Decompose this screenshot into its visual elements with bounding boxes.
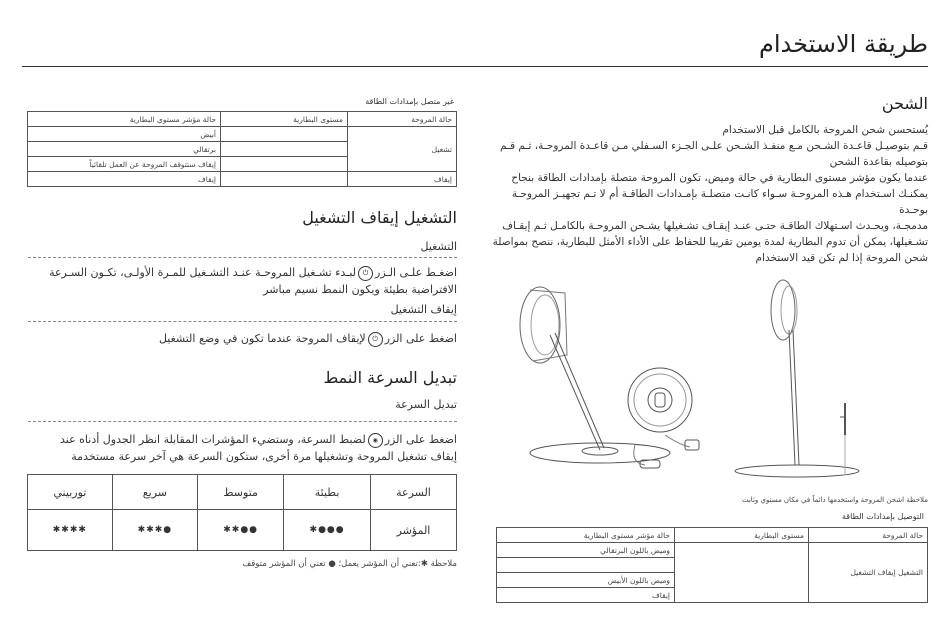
power-heading: التشغيل إيقاف التشغيل	[302, 208, 457, 227]
table-header: مستوى البطارية	[221, 112, 348, 127]
table-cell	[675, 543, 809, 603]
fan-left-drawing	[520, 287, 699, 468]
power-on-text-part: لبـدء تشـغيل المروحـة عنـد التشـغيل للمـرة الأولـى، تكـون السـرعة	[49, 266, 357, 279]
power-button-icon: ⏻	[358, 266, 373, 281]
dashed-divider	[28, 257, 457, 258]
table-cell: إيقاف	[497, 588, 675, 603]
table-cell: تشغيل	[348, 127, 457, 172]
power-off-label: إيقاف التشغيل	[390, 303, 457, 316]
charging-line: يُستحسن شحن المروحة بالكامل قبل الاستخدام	[722, 124, 928, 136]
table-cell: أبيض	[28, 127, 221, 142]
charging-line: يمكنـك اسـتخدام هـذه المروحـة سـواء كانـت متصلـة بإمـدادات الطاقـة أم لا تـم تجهيـز المروحـة بوحـدة	[511, 188, 928, 216]
charging-text	[488, 122, 928, 266]
disconnected-table-caption: غير متصل بإمدادات الطاقة	[365, 97, 454, 106]
charging-line: بتوصيله بقاعدة الشحن	[829, 156, 928, 168]
table-cell: المؤشر	[370, 510, 456, 551]
connected-table	[496, 527, 928, 603]
placement-note: ملاحظة اشحن المروحة واستخدمها دائماً في مكان مستوي وثابت	[741, 496, 928, 504]
table-row	[28, 510, 457, 551]
table-header: حالة مؤشر مستوى البطارية	[28, 112, 221, 127]
table-row	[28, 112, 457, 127]
indicator-cell: ●●✱✱	[198, 510, 284, 551]
table-row	[497, 528, 928, 543]
table-cell: وميض باللون الأبيض	[497, 573, 675, 588]
speed-table	[27, 474, 457, 551]
speed-text-part: لضبط السرعة، وستضيء المؤشرات المقابلة انظر الجدول أدناه عند	[60, 433, 366, 446]
power-on-label: التشغيل	[420, 240, 457, 253]
table-row	[497, 543, 928, 558]
table-cell: برتقالي	[28, 142, 221, 157]
table-header: متوسط	[198, 475, 284, 510]
connected-table-caption: التوصيل بإمدادات الطاقة	[841, 512, 924, 521]
dashed-divider	[28, 321, 457, 322]
dashed-divider	[28, 421, 457, 422]
charging-line: تشـغيلها، يمكن أن تدوم البطارية لمدة يومين تقريبا للحفاظ على الأداء الأمثل للبطارية، ننصح بمواصلة	[492, 236, 928, 248]
table-cell	[497, 558, 675, 573]
disconnected-table	[27, 111, 457, 187]
speed-button-icon: ◉	[368, 433, 383, 448]
power-off-text	[159, 331, 457, 347]
table-header: توربيني	[28, 475, 113, 510]
speed-heading: تبديل السرعة النمط	[323, 368, 457, 387]
charging-heading: الشحن	[881, 94, 928, 113]
table-header: السرعة	[370, 475, 456, 510]
table-cell: التشغيل إيقاف التشغيل	[809, 543, 928, 603]
power-off-text-part: لإيقاف المروحة عندما تكون في وضع التشغيل	[158, 332, 366, 345]
table-cell	[221, 172, 348, 187]
table-header: بطيئة	[284, 475, 371, 510]
table-cell: وميض باللون البرتقالي	[497, 543, 675, 558]
charging-line: عندما يكون مؤشر مستوى البطارية في حالة وميض، تكون المروحة متصلة بإمدادات الطاقة بنجاح	[511, 172, 928, 184]
table-row	[28, 127, 457, 142]
indicator-cell: ●✱✱✱	[112, 510, 197, 551]
speed-text-part: اضغط على الزر	[384, 433, 457, 446]
table-header: مستوى البطارية	[675, 528, 809, 543]
charging-line: شحن المروحة إذا لم تكن قيد الاستخدام	[755, 252, 928, 264]
table-row	[28, 475, 457, 510]
power-button-icon: ⏻	[368, 332, 383, 347]
title-divider	[22, 66, 928, 67]
table-header: حالة مؤشر مستوى البطارية	[497, 528, 675, 543]
power-on-text-part: اضغـط علـى الـزر	[375, 266, 457, 279]
table-cell: إيقاف	[28, 172, 221, 187]
indicator-cell: ✱✱✱✱	[28, 510, 113, 551]
power-off-text-part: اضغط على الزر	[384, 332, 457, 345]
charging-line: مدمجـة، ويحـدث اسـتهلاك الطاقـة حتـى عنـد إيقـاف تشـغيلها يشـحن المروحـة بالكامـل ثـم إيقـاف	[502, 220, 928, 232]
speed-text-line2: إيقاف تشغيل المروحة وتشغيلها مرة أخرى، ستكون السرعة هي آخر سرعة مستخدمة	[71, 450, 457, 463]
table-cell	[221, 142, 348, 157]
table-cell	[221, 157, 348, 172]
power-on-text	[27, 264, 457, 298]
indicator-cell: ●●●✱	[284, 510, 371, 551]
table-cell: إيقاف	[348, 172, 457, 187]
table-cell: إيقاف ستتوقف المروحة عن العمل تلقائياً	[28, 157, 221, 172]
table-header: سريع	[112, 475, 197, 510]
fan-illustration	[505, 275, 925, 495]
fan-right-drawing	[735, 280, 859, 477]
table-cell	[221, 127, 348, 142]
page-title: طريقة الاستخدام	[759, 30, 928, 58]
table-header: حالة المروحة	[348, 112, 457, 127]
power-on-text-line2: الافتراضية بطيئة ويكون النمط نسيم مباشر	[263, 283, 457, 296]
table-header: حالة المروحة	[809, 528, 928, 543]
speed-text	[27, 431, 457, 465]
table-row	[28, 172, 457, 187]
charging-line: قـم بتوصيـل قاعـدة الشـحن مـع منفـذ الشـحن علـى الجـزء السـفلي مـن قاعـدة المروحـة، ثـم قـم	[500, 140, 928, 152]
indicator-note: ملاحظة ✱:تعني أن المؤشر يعمل؛ ● تعني أن المؤشر متوقف	[242, 559, 457, 569]
speed-sub-label: تبديل السرعة	[395, 398, 457, 411]
